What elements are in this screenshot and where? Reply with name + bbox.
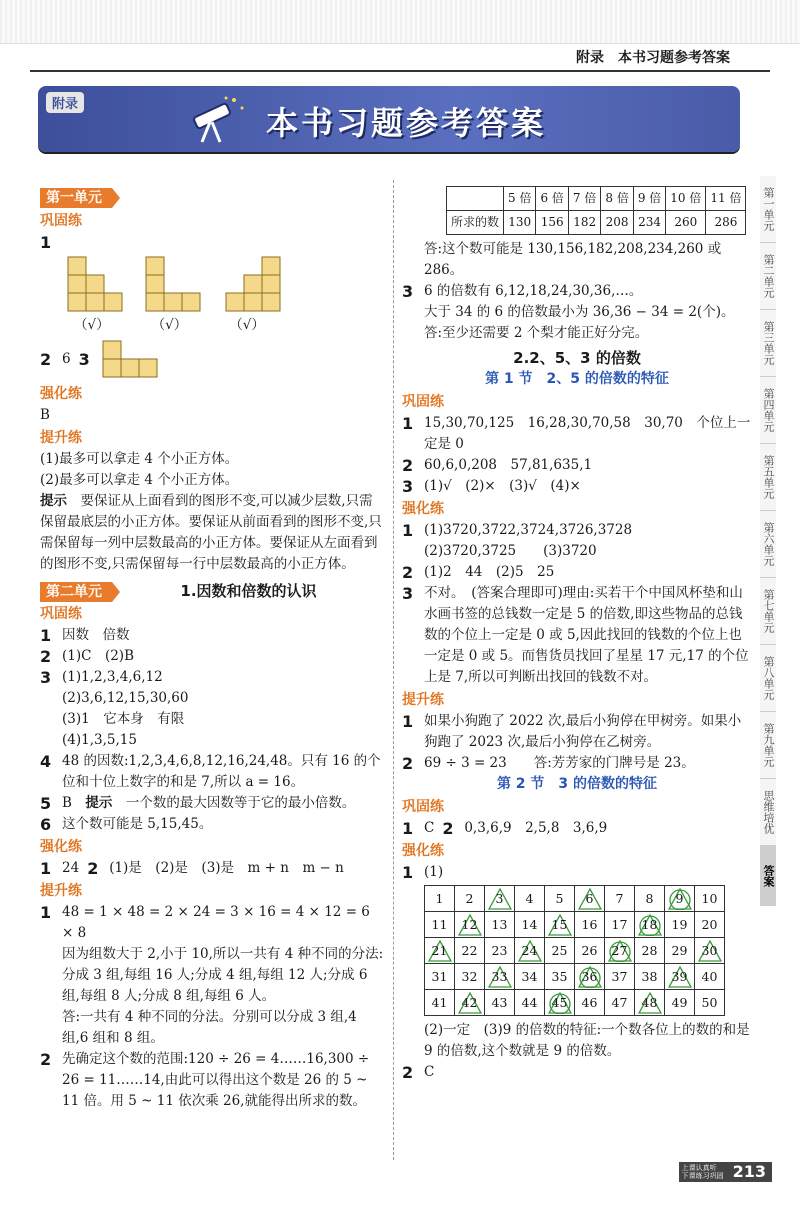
grid-number: 34 — [521, 969, 538, 984]
question-number: 3 — [402, 282, 414, 301]
grid-number: 15 — [551, 917, 568, 932]
answer: 先确定这个数的范围:120 ÷ 26 = 4……16,300 ÷ 26 = 11……14,由此可以得出这个数是 26 的 5 ~ 11 倍。用 5 ~ 11 依次乘 26,就能得出所求的数。 — [62, 1051, 370, 1109]
grid-number: 28 — [641, 943, 658, 958]
answer: 69 ÷ 3 = 23 答:芳芳家的门牌号是 23。 — [424, 755, 695, 771]
grid-cell — [665, 938, 695, 964]
table-cell: 234 — [633, 211, 665, 235]
grid-number: 20 — [701, 917, 718, 932]
section-gonggu: 巩固练 — [402, 394, 444, 410]
answer: 因为组数大于 2,小于 10,所以一共有 4 种不同的分法:分成 3 组,每组 16 人;分成 4 组,每组 12 人;分成 6 组,每组 8 人;分成 8 组,每组 6 人。 — [62, 946, 384, 1004]
tab-unit-4[interactable]: 第四单元 — [760, 377, 776, 444]
tab-unit-5[interactable]: 第五单元 — [760, 444, 776, 511]
grid-cell — [425, 964, 455, 990]
answer: (2)3720,3725 (3)3720 — [424, 543, 597, 559]
grid-number: 41 — [431, 995, 448, 1010]
grid-number: 49 — [671, 995, 688, 1010]
question-number: 4 — [40, 752, 52, 771]
answer: (1) — [424, 864, 444, 880]
grid-cell — [635, 964, 665, 990]
grid-number: 43 — [491, 995, 508, 1010]
grid-number: 29 — [671, 943, 688, 958]
grid-number: 2 — [465, 891, 474, 906]
answer: (3)1 它本身 有限 — [62, 711, 185, 727]
cube-figure-2 — [144, 253, 204, 315]
grid-cell — [605, 964, 635, 990]
tab-unit-2[interactable]: 第二单元 — [760, 243, 776, 310]
answer: 答:一共有 4 种不同的分法。分别可以分成 3 组,4 组,6 组和 8 组。 — [62, 1009, 357, 1046]
answer: 48 的因数:1,2,3,4,6,8,12,16,24,48。只有 16 的个位和十位上数字的和是 7,所以 a = 16。 — [62, 753, 381, 790]
grid-number: 30 — [701, 943, 718, 958]
tab-thinking[interactable]: 思维培优 — [760, 779, 776, 846]
section-gonggu: 巩固练 — [40, 606, 82, 622]
grid-cell — [545, 938, 575, 964]
table-header: 5 倍 — [504, 187, 536, 211]
grid-cell — [635, 938, 665, 964]
table-cell: 156 — [536, 211, 568, 235]
table-header: 10 倍 — [666, 187, 706, 211]
question-number: 2 — [40, 349, 52, 369]
tip-text: 要保证从上面看到的图形不变,可以减少层数,只需保留最底层的小正方体。要保证从前面看到的图形不变,只需保留每一列中层数最高的小正方体。要保证从左面看到的图形不变,只需保留每一行中层数最高的小正方体。 — [40, 493, 382, 572]
grid-cell — [455, 912, 485, 938]
section-qianghua: 强化练 — [402, 501, 444, 517]
tab-unit-8[interactable]: 第八单元 — [760, 645, 776, 712]
check-1: （√） — [74, 317, 110, 333]
grid-number: 18 — [641, 917, 658, 932]
grid-cell — [695, 938, 725, 964]
grid-cell — [545, 964, 575, 990]
grid-number: 9 — [675, 891, 684, 906]
answer: B — [40, 407, 50, 423]
grid-number: 35 — [551, 969, 568, 984]
table-header: 11 倍 — [706, 187, 746, 211]
question-number: 2 — [40, 647, 52, 666]
grid-number: 19 — [671, 917, 688, 932]
section-gonggu: 巩固练 — [402, 799, 444, 815]
answer: (1)2 44 (2)5 25 — [424, 564, 555, 580]
grid-number: 45 — [551, 995, 568, 1010]
grid-cell — [575, 938, 605, 964]
grid-cell — [665, 964, 695, 990]
left-column — [40, 188, 385, 1112]
grid-number: 12 — [461, 917, 478, 932]
tab-unit-1[interactable]: 第一单元 — [760, 176, 776, 243]
tip-paragraph — [40, 491, 385, 575]
grid-number: 23 — [491, 943, 508, 958]
answer: 因数 倍数 — [62, 627, 130, 643]
check-2: （√） — [151, 317, 188, 333]
grid-cell — [425, 938, 455, 964]
cube-figure-3 — [222, 253, 284, 315]
banner-title: 本书习题参考答案 — [266, 104, 547, 142]
cube-figure-1 — [66, 253, 126, 315]
grid-cell — [665, 912, 695, 938]
grid-cell — [695, 886, 725, 912]
grid-cell — [455, 990, 485, 1016]
grid-cell — [425, 912, 455, 938]
grid-number: 27 — [611, 943, 628, 958]
question-number: 3 — [402, 477, 414, 496]
answer: 48 = 1 × 48 = 2 × 24 = 3 × 16 = 4 × 12 = 6 × 8 — [62, 904, 370, 941]
grid-cell — [455, 964, 485, 990]
footer-slogan-2: 下课练习巩固 — [681, 1172, 724, 1180]
answer: 大于 34 的 6 的倍数最小为 36,36 − 34 = 2(个)。 — [424, 304, 735, 320]
grid-number: 24 — [521, 943, 538, 958]
number-grid — [424, 885, 725, 1016]
grid-cell — [695, 990, 725, 1016]
grid-cell — [635, 886, 665, 912]
grid-number: 40 — [701, 969, 718, 984]
tab-unit-9[interactable]: 第九单元 — [760, 712, 776, 779]
grid-number: 50 — [701, 995, 718, 1010]
tab-unit-6[interactable]: 第六单元 — [760, 511, 776, 578]
grid-number: 1 — [435, 891, 444, 906]
grid-cell — [575, 964, 605, 990]
grid-cell — [665, 886, 695, 912]
grid-cell — [515, 964, 545, 990]
grid-number: 3 — [495, 891, 504, 906]
grid-number: 38 — [641, 969, 658, 984]
grid-number: 8 — [645, 891, 654, 906]
answer: (1)3720,3722,3724,3726,3728 — [424, 522, 633, 538]
grid-number: 37 — [611, 969, 628, 984]
banner-tag: 附录 — [46, 92, 84, 113]
grid-cell — [695, 964, 725, 990]
grid-row — [425, 912, 725, 938]
grid-row — [425, 886, 725, 912]
grid-cell — [455, 938, 485, 964]
table-cell: 130 — [504, 211, 536, 235]
grid-row — [425, 964, 725, 990]
grid-number: 26 — [581, 943, 598, 958]
section-tisheng: 提升练 — [40, 883, 82, 899]
grid-cell — [635, 912, 665, 938]
grid-number: 5 — [555, 891, 564, 906]
footer-slogan-1: 上课认真听 — [681, 1164, 717, 1172]
table-header: 8 倍 — [601, 187, 633, 211]
grid-number: 46 — [581, 995, 598, 1010]
answer: (2)一定 (3)9 的倍数的特征:一个数各位上的数的和是 9 的倍数,这个数就是 9 的倍数。 — [424, 1022, 750, 1059]
section-tisheng: 提升练 — [402, 692, 444, 708]
grid-row — [425, 990, 725, 1016]
grid-number: 11 — [431, 917, 448, 932]
grid-number: 44 — [521, 995, 538, 1010]
grid-cell — [575, 912, 605, 938]
answer: 答:这个数可能是 130,156,182,208,234,260 或 286。 — [424, 241, 722, 278]
grid-cell — [545, 912, 575, 938]
page-number: 213 — [727, 1162, 772, 1182]
grid-cell — [665, 990, 695, 1016]
footer-slogan — [679, 1162, 727, 1182]
question-number: 2 — [402, 1063, 414, 1082]
grid-number: 7 — [615, 891, 624, 906]
answer: (1)√ (2)× (3)√ (4)× — [424, 478, 581, 494]
answer: 60,6,0,208 57,81,635,1 — [424, 457, 593, 473]
grid-cell — [485, 964, 515, 990]
grid-number: 36 — [581, 969, 598, 984]
question-number: 2 — [402, 754, 414, 773]
cube-figure-4 — [101, 337, 163, 381]
grid-number: 32 — [461, 969, 478, 984]
answer: 15,30,70,125 16,28,30,70,58 30,70 个位上一定是 0 — [424, 415, 751, 452]
column-divider — [393, 180, 394, 1160]
title-banner — [38, 86, 740, 152]
table-cell: 260 — [666, 211, 706, 235]
grid-cell — [515, 990, 545, 1016]
answer: B — [62, 795, 72, 811]
question-number: 1 — [40, 233, 52, 252]
question-number: 1 — [402, 414, 414, 433]
answer: (4)1,3,5,15 — [62, 732, 137, 748]
answer: (1)1,2,3,4,6,12 — [62, 669, 163, 685]
section-gonggu: 巩固练 — [40, 213, 82, 229]
question-number: 1 — [402, 819, 414, 838]
question-number: 1 — [402, 521, 414, 540]
grid-cell — [545, 990, 575, 1016]
question-number: 2 — [402, 456, 414, 475]
cube-figures — [40, 253, 385, 315]
grid-number: 13 — [491, 917, 508, 932]
table-header: 6 倍 — [536, 187, 568, 211]
answer: C — [424, 1064, 435, 1080]
grid-cell — [605, 990, 635, 1016]
grid-number: 25 — [551, 943, 568, 958]
grid-number: 4 — [525, 891, 534, 906]
grid-number: 21 — [431, 943, 448, 958]
answer: 6 — [62, 350, 71, 367]
unit-1-label: 第一单元 — [40, 188, 112, 208]
answer: (2)最多可以拿走 4 个小正方体。 — [40, 472, 239, 488]
running-head: 附录 本书习题参考答案 — [576, 50, 730, 66]
tab-answers[interactable]: 答案 — [760, 846, 776, 906]
grid-number: 33 — [491, 969, 508, 984]
grid-number: 47 — [611, 995, 628, 1010]
answer: 24 — [62, 860, 80, 876]
grid-number: 10 — [701, 891, 718, 906]
table-row — [447, 187, 746, 211]
question-number: 3 — [78, 349, 90, 369]
right-column — [402, 186, 752, 1083]
answer: C — [424, 820, 435, 836]
table-header: 9 倍 — [633, 187, 665, 211]
grid-cell — [485, 938, 515, 964]
check-3: （√） — [229, 317, 265, 333]
table-cell — [447, 187, 504, 211]
grid-cell — [635, 990, 665, 1016]
table-row-label: 所求的数 — [447, 211, 504, 235]
multiples-table — [446, 186, 746, 235]
question-number: 3 — [402, 584, 414, 603]
grid-cell — [485, 990, 515, 1016]
answer: 答:至少还需要 2 个梨才能正好分完。 — [424, 325, 649, 341]
grid-cell — [515, 886, 545, 912]
answer: (1)是 (2)是 (3)是 m + n m − n — [109, 860, 344, 876]
grid-cell — [485, 912, 515, 938]
question-number: 1 — [40, 626, 52, 645]
grid-cell — [575, 990, 605, 1016]
question-number: 1 — [40, 903, 52, 922]
tip-text: 一个数的最大因数等于它的最小倍数。 — [112, 795, 356, 811]
grid-number: 22 — [461, 943, 478, 958]
unit-2-label: 第二单元 — [40, 582, 112, 602]
grid-cell — [425, 886, 455, 912]
grid-number: 39 — [671, 969, 688, 984]
top-strip — [0, 0, 800, 44]
table-cell: 286 — [706, 211, 746, 235]
question-number: 6 — [40, 815, 52, 834]
grid-cell — [425, 990, 455, 1016]
question-number: 5 — [40, 794, 52, 813]
check-row — [40, 315, 385, 336]
section-qianghua: 强化练 — [402, 843, 444, 859]
question-number: 1 — [402, 863, 414, 882]
answer: (1)最多可以拿走 4 个小正方体。 — [40, 451, 239, 467]
question-number: 1 — [40, 859, 52, 878]
section-title: 第 2 节 3 的倍数的特征 — [496, 776, 658, 792]
table-header: 7 倍 — [568, 187, 600, 211]
grid-cell — [605, 886, 635, 912]
question-number: 2 — [442, 819, 454, 838]
grid-cell — [485, 886, 515, 912]
table-cell: 208 — [601, 211, 633, 235]
question-number: 2 — [87, 859, 99, 878]
grid-row — [425, 938, 725, 964]
section-tisheng: 提升练 — [40, 430, 82, 446]
telescope-icon — [186, 94, 246, 148]
grid-cell — [515, 938, 545, 964]
grid-number: 31 — [431, 969, 448, 984]
grid-number: 16 — [581, 917, 598, 932]
table-row — [447, 211, 746, 235]
grid-number: 42 — [461, 995, 478, 1010]
grid-cell — [605, 938, 635, 964]
question-number: 2 — [40, 1050, 52, 1069]
chapter-title: 2.2、5、3 的倍数 — [513, 349, 641, 367]
section-qianghua: 强化练 — [40, 839, 82, 855]
header-rule — [30, 70, 770, 72]
answer: (2)3,6,12,15,30,60 — [62, 690, 189, 706]
grid-cell — [575, 886, 605, 912]
page-footer — [679, 1162, 772, 1182]
grid-number: 6 — [585, 891, 594, 906]
question-number: 1 — [402, 712, 414, 731]
tip-label: 提示 — [40, 493, 67, 509]
grid-cell — [515, 912, 545, 938]
question-number: 2 — [402, 563, 414, 582]
grid-number: 17 — [611, 917, 628, 932]
question-number: 3 — [40, 668, 52, 687]
answer: 这个数可能是 5,15,45。 — [62, 816, 213, 832]
grid-cell — [545, 886, 575, 912]
section-qianghua: 强化练 — [40, 386, 82, 402]
chapter-title: 1.因数和倍数的认识 — [180, 582, 317, 600]
tip-label: 提示 — [85, 795, 113, 811]
table-cell: 182 — [568, 211, 600, 235]
grid-cell — [695, 912, 725, 938]
grid-number: 48 — [641, 995, 658, 1010]
grid-number: 14 — [521, 917, 538, 932]
answer: 不对。 (答案合理即可)理由:买若干个中国风杯垫和山水画书签的总钱数一定是 5 的倍数,即这些物品的总钱数的个位上一定是 0 或 5,因此找回的钱数的个位上也一定是 0 或 5。而售货员找回了星星 17 元,17 的个位上是 7,所以可判断出找回的钱数不对。 — [424, 585, 749, 685]
section-title: 第 1 节 2、5 的倍数的特征 — [485, 371, 669, 387]
tab-unit-7[interactable]: 第七单元 — [760, 578, 776, 645]
answer: 6 的倍数有 6,12,18,24,30,36,…。 — [424, 283, 643, 299]
tab-unit-3[interactable]: 第三单元 — [760, 310, 776, 377]
answer: (1)C (2)B — [62, 648, 134, 664]
grid-cell — [605, 912, 635, 938]
answer: 0,3,6,9 2,5,8 3,6,9 — [464, 820, 608, 836]
answer: 如果小狗跑了 2022 次,最后小狗停在甲树旁。如果小狗跑了 2023 次,最后小狗停在乙树旁。 — [424, 713, 742, 750]
grid-cell — [455, 886, 485, 912]
unit-tabs — [760, 176, 800, 906]
